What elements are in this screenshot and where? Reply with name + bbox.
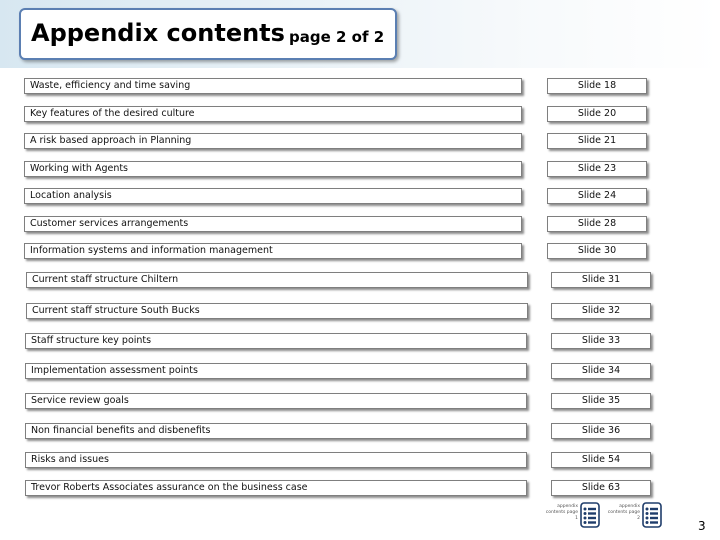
contents-item-label: Location analysis: [30, 190, 112, 201]
contents-item-label: Waste, efficiency and time saving: [30, 80, 191, 91]
slide-link-20[interactable]: [547, 106, 647, 122]
slide-link-label: Slide 34: [581, 365, 621, 376]
contents-item-risks-issues[interactable]: [25, 452, 527, 468]
contents-item-label: Current staff structure Chiltern: [32, 274, 179, 285]
slide-link-label: Slide 18: [577, 80, 617, 91]
page-subtitle: page 2 of 2: [289, 28, 385, 46]
contents-item-staff-key-points[interactable]: [25, 333, 527, 349]
slide-link-label: Slide 35: [581, 395, 621, 406]
slide-link-35[interactable]: [551, 393, 651, 409]
slide-link-34[interactable]: [551, 363, 651, 379]
slide-link-23[interactable]: [547, 161, 647, 177]
contents-item-waste-efficiency[interactable]: [24, 78, 522, 94]
contents-item-working-agents[interactable]: [24, 161, 522, 177]
slide-link-label: Slide 20: [577, 108, 617, 119]
contents-item-service-review[interactable]: [25, 393, 527, 409]
slide-link-label: Slide 32: [581, 305, 621, 316]
appendix-contents-1-button[interactable]: [542, 502, 600, 530]
contents-item-risk-planning[interactable]: [24, 133, 522, 149]
slide-link-label: Slide 30: [577, 245, 617, 256]
list-icon: [642, 502, 662, 528]
title-box: [19, 8, 397, 60]
slide-link-label: Slide 33: [581, 335, 621, 346]
contents-item-label: Information systems and information management: [30, 245, 273, 256]
slide-link-label: Slide 21: [577, 135, 617, 146]
slide-link-28[interactable]: [547, 216, 647, 232]
contents-item-label: Key features of the desired culture: [30, 108, 195, 119]
contents-item-customer-services[interactable]: [24, 216, 522, 232]
list-icon: [580, 502, 600, 528]
slide-link-label: Slide 28: [577, 218, 617, 229]
slide-link-label: Slide 24: [577, 190, 617, 201]
page-number: 3: [698, 519, 706, 533]
contents-item-label: Trevor Roberts Associates assurance on the business case: [31, 482, 308, 493]
contents-item-implementation[interactable]: [25, 363, 527, 379]
contents-item-label: Risks and issues: [31, 454, 109, 465]
contents-item-label: Customer services arrangements: [30, 218, 189, 229]
slide-link-24[interactable]: [547, 188, 647, 204]
contents-item-information-systems[interactable]: [24, 243, 522, 259]
contents-item-label: Service review goals: [31, 395, 129, 406]
contents-item-desired-culture[interactable]: [24, 106, 522, 122]
slide-link-18[interactable]: [547, 78, 647, 94]
contents-item-staff-chiltern[interactable]: [26, 272, 528, 288]
slide-link-30[interactable]: [547, 243, 647, 259]
slide-link-54[interactable]: [551, 452, 651, 468]
contents-item-label: Non financial benefits and disbenefits: [31, 425, 211, 436]
contents-item-label: Current staff structure South Bucks: [32, 305, 200, 316]
slide-link-31[interactable]: [551, 272, 651, 288]
slide-link-63[interactable]: [551, 480, 651, 496]
contents-item-location-analysis[interactable]: [24, 188, 522, 204]
appendix-contents-2-button[interactable]: [604, 502, 662, 530]
slide-link-label: Slide 63: [581, 482, 621, 493]
contents-item-label: Working with Agents: [30, 163, 129, 174]
slide-link-label: Slide 54: [581, 454, 621, 465]
slide-link-label: Slide 36: [581, 425, 621, 436]
page-title: Appendix contents: [31, 19, 285, 47]
contents-item-label: Implementation assessment points: [31, 365, 198, 376]
nav-label: appendix contents page 2: [607, 504, 640, 521]
contents-item-staff-south-bucks[interactable]: [26, 303, 528, 319]
slide-link-32[interactable]: [551, 303, 651, 319]
slide-link-label: Slide 31: [581, 274, 621, 285]
slide-link-label: Slide 23: [577, 163, 617, 174]
slide-link-33[interactable]: [551, 333, 651, 349]
contents-item-trevor-roberts[interactable]: [25, 480, 527, 496]
contents-item-label: A risk based approach in Planning: [30, 135, 192, 146]
slide-link-21[interactable]: [547, 133, 647, 149]
slide-link-36[interactable]: [551, 423, 651, 439]
contents-item-non-financial[interactable]: [25, 423, 527, 439]
nav-label: appendix contents page 1: [545, 504, 578, 521]
contents-item-label: Staff structure key points: [31, 335, 152, 346]
